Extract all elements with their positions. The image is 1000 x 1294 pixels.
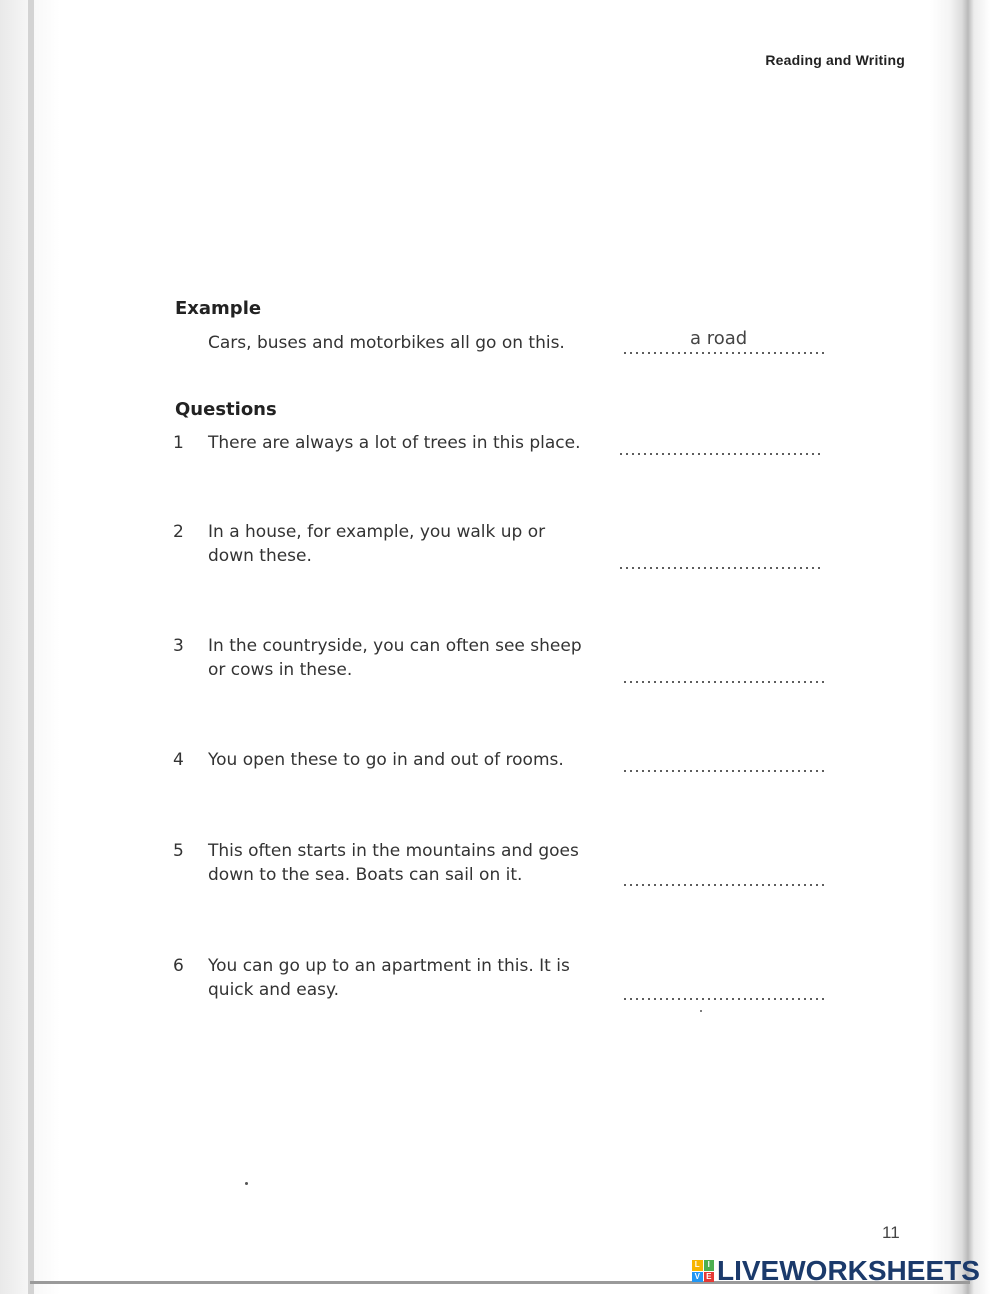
scan-speck [245,1182,248,1185]
question-line: You open these to go in and out of rooms. [208,750,564,770]
question-line: quick and easy. [208,980,340,1000]
answer-line-2[interactable] [618,567,823,569]
scan-speck [700,1010,702,1012]
question-line: In the countryside, you can often see sheep [208,636,582,656]
example-text: Cars, buses and motorbikes all go on this. [208,333,565,353]
logo-mark-letter: V [692,1272,703,1283]
logo-mark-letter: L [692,1260,703,1271]
section-header: Reading and Writing [765,52,905,68]
question-line: You can go up to an apartment in this. It is [208,956,570,976]
question-line: There are always a lot of trees in this place. [208,433,581,453]
example-answer: a road [690,328,748,349]
page-number: 11 [882,1223,900,1242]
question-line: down to the sea. Boats can sail on it. [208,865,523,885]
question-text [208,839,608,887]
question-line: down these. [208,546,312,566]
question-number: 2 [173,522,184,542]
question-text [208,634,608,682]
question-text [208,431,608,455]
page-binding-edge [28,0,34,1294]
logo-mark-letter: E [704,1272,715,1283]
example-answer-line [622,352,827,354]
question-number: 3 [173,636,184,656]
brand-name: LIVEWORKSHEETS [717,1255,980,1286]
answer-line-5[interactable] [622,884,827,886]
logo-mark-letter: I [704,1260,715,1271]
liveworksheets-logo [692,1255,980,1287]
answer-line-1[interactable] [618,453,823,455]
answer-line-6[interactable] [622,998,827,1000]
answer-line-4[interactable] [622,770,827,772]
questions-heading: Questions [175,399,277,420]
question-number: 5 [173,841,184,861]
question-line: or cows in these. [208,660,353,680]
question-number: 4 [173,750,184,770]
liveworksheets-logo-icon [692,1260,714,1282]
example-heading: Example [175,298,262,319]
answer-line-3[interactable] [622,681,827,683]
question-line: This often starts in the mountains and goes [208,841,579,861]
question-text [208,954,608,1002]
question-text [208,748,608,772]
question-line: In a house, for example, you walk up or [208,522,546,542]
question-text [208,520,608,568]
question-number: 6 [173,956,184,976]
question-number: 1 [173,433,184,453]
